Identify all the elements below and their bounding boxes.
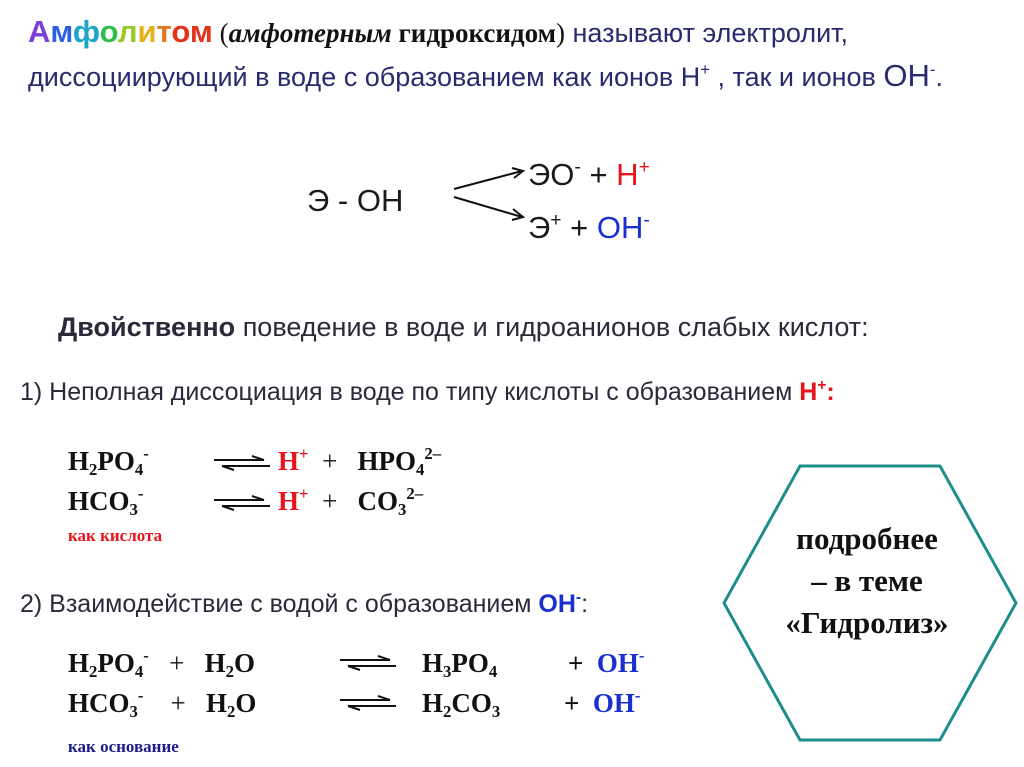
- formula-charge: -: [137, 484, 144, 504]
- formula-part: O: [233, 648, 255, 678]
- base-eq-1-acid: [422, 648, 498, 682]
- branch-arrows-icon: [450, 165, 530, 225]
- dual-bold: Двойственно: [58, 312, 236, 342]
- scheme-product-acid: [528, 157, 650, 193]
- formula-sub: 4: [134, 662, 144, 682]
- term-letter: л: [117, 14, 138, 49]
- formula-sub: 2: [225, 662, 234, 682]
- term-amphoteric: амфотерным: [228, 18, 392, 48]
- point-1-colon: :: [826, 378, 835, 406]
- plus-sign: +: [322, 446, 338, 476]
- formula-sub: 3: [491, 702, 501, 722]
- formula-part: O: [235, 688, 257, 718]
- term-letter: о: [99, 14, 118, 49]
- formula-part: H: [68, 446, 90, 476]
- term-letter: м: [50, 14, 73, 49]
- h-ion-charge: +: [299, 484, 309, 504]
- formula-part: H: [422, 688, 444, 718]
- acid-eq-1-reactant: [68, 444, 149, 480]
- formula-sub: 2: [89, 460, 98, 480]
- term-letter: о: [171, 14, 190, 49]
- plus-sign: +: [589, 157, 608, 192]
- definition-line-2: [28, 58, 943, 94]
- formula-sub: 4: [416, 460, 425, 480]
- hydrolysis-callout: [722, 518, 1012, 644]
- plus-sign: +: [170, 688, 186, 718]
- base-eq-2-oh: [564, 688, 640, 719]
- base-eq-2-reactants: [68, 686, 257, 722]
- formula-sub: 2: [226, 702, 236, 722]
- point-2-ion-charge: -: [575, 588, 582, 606]
- base-eq-1-oh: [568, 648, 644, 679]
- formula-charge: -: [137, 686, 144, 706]
- h-ion-charge: +: [299, 444, 309, 464]
- formula-part: CO: [357, 486, 399, 516]
- base-eq-2-acid: [422, 688, 501, 722]
- formula-part: PO: [97, 648, 135, 678]
- formula-part: H: [205, 688, 227, 718]
- term-letter: А: [28, 14, 51, 49]
- point-2-colon: :: [581, 590, 589, 618]
- plus-sign: +: [322, 486, 338, 516]
- h-ion-charge: +: [638, 156, 650, 178]
- oh-charge: -: [929, 60, 936, 80]
- formula-sub: 4: [488, 662, 498, 682]
- point-2-ion: OH: [538, 590, 576, 618]
- dual-behaviour-statement: [58, 312, 869, 343]
- plus-sign: +: [564, 688, 580, 718]
- callout-line: – в теме: [811, 563, 923, 598]
- definition-text: .: [935, 62, 943, 92]
- h-charge: +: [700, 60, 711, 80]
- formula-part: HPO: [357, 446, 417, 476]
- equilibrium-arrow-icon: [212, 453, 272, 473]
- formula-part: HCO: [68, 486, 130, 516]
- formula-part: CO: [451, 688, 492, 718]
- formula-sub: 3: [129, 702, 138, 722]
- formula-sub: 2: [443, 702, 452, 722]
- term-ampholyte: [28, 14, 213, 49]
- formula-part: H: [68, 648, 90, 678]
- definition-text: , так и ионов: [710, 62, 884, 92]
- eo-ion: ЭО: [528, 157, 575, 192]
- h-ion: H: [278, 486, 300, 516]
- formula-charge: -: [143, 646, 149, 666]
- acid-eq-1-products: [278, 444, 442, 480]
- base-note: как основание: [68, 737, 179, 756]
- point-1-ion: H: [799, 378, 818, 406]
- equilibrium-arrow-icon: [338, 653, 398, 673]
- plus-sign: +: [568, 648, 584, 678]
- point-1-text: 1) Неполная диссоциация в воде по типу кислоты с образованием: [20, 378, 800, 406]
- oh-ion: OH: [592, 688, 635, 718]
- formula-part: H: [422, 648, 444, 678]
- h-ion: H: [616, 157, 639, 192]
- eo-charge: -: [574, 156, 581, 178]
- acid-eq-2-products: [278, 484, 424, 520]
- h-ion: H: [278, 446, 300, 476]
- e-charge: +: [550, 209, 562, 231]
- e-ion: Э: [528, 210, 551, 245]
- formula-sub: 3: [398, 500, 407, 520]
- plus-sign: +: [570, 210, 589, 245]
- formula-part: H: [204, 648, 226, 678]
- plus-sign: +: [169, 648, 185, 678]
- paren-open: (: [212, 18, 229, 48]
- term-letter: т: [156, 14, 172, 49]
- formula-sub: 2: [89, 662, 98, 682]
- formula-part: HCO: [68, 688, 130, 718]
- oh-ion-charge: -: [643, 209, 650, 231]
- oh-ion: OH: [596, 648, 639, 678]
- oh-ion-charge: -: [638, 646, 645, 666]
- equilibrium-arrow-icon: [338, 693, 398, 713]
- term-letter: и: [137, 14, 157, 49]
- term-hydroxide: гидроксидом: [391, 18, 556, 48]
- point-2-text: 2) Взаимодействие с водой с образованием: [20, 590, 539, 618]
- formula-part: PO: [97, 446, 135, 476]
- equilibrium-arrow-icon: [212, 493, 272, 513]
- point-1-ion-charge: +: [817, 376, 827, 394]
- formula-charge: -: [143, 444, 149, 464]
- callout-line: подробнее: [796, 521, 938, 556]
- base-eq-1-reactants: [68, 646, 255, 682]
- term-letter: ф: [72, 14, 100, 49]
- oh-ion: OH: [596, 210, 644, 245]
- definition-text: диссоциирующий в воде с образованием как ионов Н: [28, 62, 701, 92]
- callout-line: «Гидролиз»: [785, 605, 949, 640]
- scheme-product-base: [528, 210, 650, 246]
- formula-sub: 3: [443, 662, 452, 682]
- acid-note: как кислота: [68, 526, 163, 545]
- acid-eq-2-reactant: [68, 484, 144, 520]
- point-2-heading: [20, 590, 588, 619]
- paren-close: ): [555, 18, 565, 48]
- formula-charge: 2–: [406, 484, 424, 504]
- formula-part: PO: [451, 648, 489, 678]
- formula-charge: 2–: [424, 444, 442, 464]
- definition-tail: называют электролит,: [564, 18, 849, 48]
- term-letter: м: [189, 14, 213, 49]
- formula-sub: 3: [129, 500, 138, 520]
- dual-text: поведение в воде и гидроанионов слабых кислот:: [235, 312, 869, 342]
- scheme-reactant: Э - ОН: [307, 183, 404, 218]
- oh-ion-charge: -: [634, 686, 641, 706]
- formula-sub: 4: [134, 460, 144, 480]
- definition-line-1: [28, 14, 848, 50]
- point-1-heading: [20, 378, 835, 407]
- oh-label: OH: [883, 58, 930, 93]
